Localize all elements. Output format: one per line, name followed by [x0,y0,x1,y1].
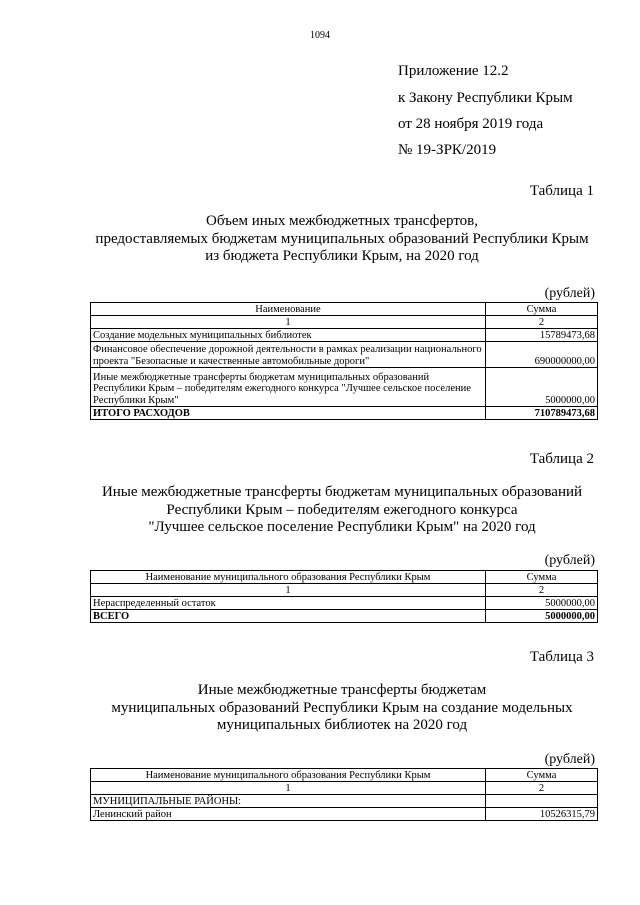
row-name: Иные межбюджетные трансферты бюджетам муниципальных образований Республики Крым – победителям ежегодного конкурса "Лучшее сельское поселение Республики Крым" [91,368,486,407]
table-row [91,329,598,342]
row-sum: 5000000,00 [486,368,598,407]
total-sum: 5000000,00 [486,610,598,623]
row-name: МУНИЦИПАЛЬНЫЕ РАЙОНЫ: [91,795,486,808]
row-sum: 10526315,79 [486,808,598,821]
table3-header-sum: Сумма [486,769,598,782]
table2-title-line: Иные межбюджетные трансферты бюджетам муниципальных образований [101,484,583,500]
table1-header-name: Наименование [91,303,486,316]
table2-header-sum: Сумма [486,571,598,584]
page-number: 1094 [310,30,330,41]
table3-header-name: Наименование муниципального образования Республики Крым [91,769,486,782]
appendix-line-4: № 19-ЗРК/2019 [398,142,497,158]
total-label: ВСЕГО [91,610,486,623]
table1-title-line: из бюджета Республики Крым, на 2020 год [205,248,479,264]
table3-col-number: 1 [91,782,486,795]
row-name: Создание модельных муниципальных библиотек [91,329,486,342]
table3-title-line: муниципальных образований Республики Крым на создание модельных [111,699,573,716]
table-row [91,808,598,821]
table1-unit: (рублей) [544,286,595,301]
appendix-line-3: от 28 ноября 2019 года [398,116,544,132]
table1-title-line: предоставляемых бюджетам муниципальных образований Республики Крым [95,230,589,247]
table2-header-name: Наименование муниципального образования Республики Крым [91,571,486,584]
table1-col-number: 1 [91,316,486,329]
table1-title [40,213,640,266]
table3-col-number: 2 [486,782,598,795]
row-name: Финансовое обеспечение дорожной деятельности в рамках реализации национального проекта "Безопасные и качественные автомобильные дороги" [91,342,486,368]
table1-col-number: 2 [486,316,598,329]
table3 [90,768,598,821]
total-sum: 710789473,68 [486,407,598,420]
total-label: ИТОГО РАСХОДОВ [91,407,486,420]
row-name: Нераспределенный остаток [91,597,486,610]
table3-label: Таблица 3 [529,649,594,665]
table2-col-number: 1 [91,584,486,597]
table2 [90,570,598,623]
row-sum: 5000000,00 [486,597,598,610]
table2-title-line: Республики Крым – победителям ежегодного конкурса [166,501,518,518]
appendix-line-2: к Закону Республики Крым [398,90,573,106]
total-row [91,610,598,623]
table2-label: Таблица 2 [529,451,594,467]
table1-header-sum: Сумма [486,303,598,316]
table1-title-line: Объем иных межбюджетных трансфертов, [205,213,479,229]
table3-unit: (рублей) [544,752,595,767]
total-row [91,407,598,420]
table-row [91,368,598,407]
table-row [91,597,598,610]
table2-title [40,484,640,537]
row-name: Ленинский район [91,808,486,821]
table1-label: Таблица 1 [529,183,594,199]
row-sum [486,795,598,808]
table-row [91,795,598,808]
table-row [91,342,598,368]
row-sum: 690000000,00 [486,342,598,368]
table3-title [40,682,640,735]
table2-title-line: "Лучшее сельское поселение Республики Крым" на 2020 год [148,519,536,535]
table3-title-line: Иные межбюджетные трансферты бюджетам [197,682,487,698]
row-sum: 15789473,68 [486,329,598,342]
table2-col-number: 2 [486,584,598,597]
appendix-line-1: Приложение 12.2 [398,63,509,79]
table2-unit: (рублей) [544,553,595,568]
table3-title-line: муниципальных библиотек на 2020 год [216,717,468,733]
table1 [90,302,598,420]
